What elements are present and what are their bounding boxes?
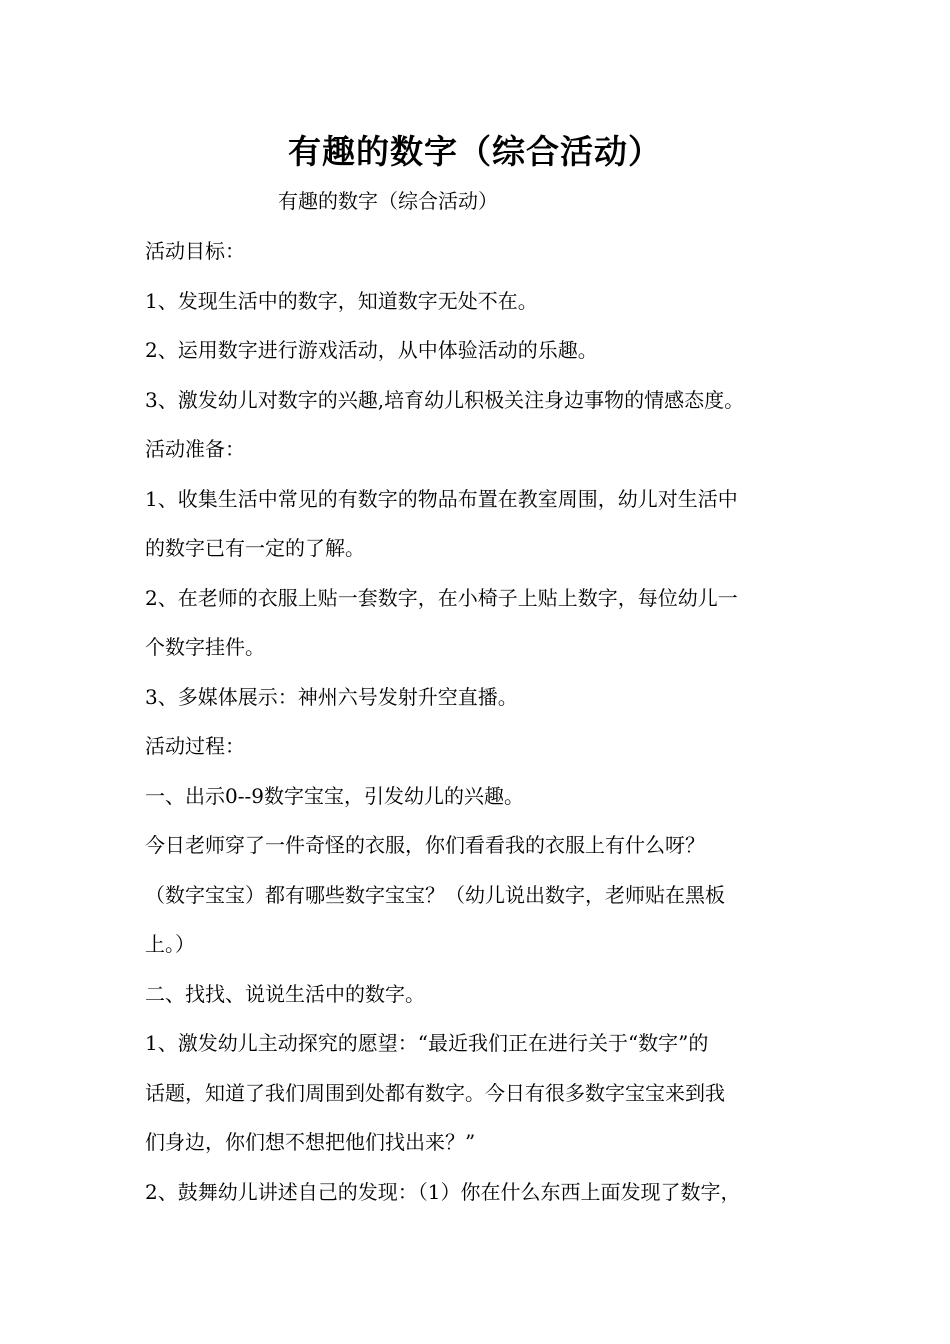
body-line: 们身边，你们想不想把他们找出来？” <box>145 1130 476 1154</box>
body-line: 话题，知道了我们周围到处都有数字。今日有很多数字宝宝来到我 <box>145 1080 725 1105</box>
document-title: 有趣的数字（综合活动） <box>288 132 662 171</box>
body-line: （数字宝宝）都有哪些数字宝宝？（幼儿说出数字，老师贴在黑板 <box>145 882 725 907</box>
body-line: 上。） <box>145 932 195 956</box>
body-line: 活动目标： <box>145 239 245 263</box>
body-line: 的数字已有一定的了解。 <box>145 536 365 560</box>
body-line: 2、在老师的衣服上贴一套数字，在小椅子上贴上数字，每位幼儿一 <box>145 585 738 610</box>
body-line: 2、鼓舞幼儿讲述自己的发现：（1）你在什么东西上面发现了数字， <box>145 1179 741 1204</box>
document-body <box>145 235 825 1225</box>
body-line: 2、运用数字进行游戏活动，从中体验活动的乐趣。 <box>145 338 598 362</box>
body-line: 二、找找、说说生活中的数字。 <box>145 981 425 1006</box>
body-line: 个数字挂件。 <box>145 635 265 659</box>
body-line: 1、激发幼儿主动探究的愿望：“最近我们正在进行关于“数字”的 <box>145 1031 709 1055</box>
body-line: 活动准备： <box>145 437 245 461</box>
body-line: 3、激发幼儿对数字的兴趣,培育幼儿积极关注身边事物的情感态度。 <box>145 387 745 412</box>
body-line: 1、发现生活中的数字，知道数字无处不在。 <box>145 288 538 313</box>
body-line: 一、出示0--9数字宝宝，引发幼儿的兴趣。 <box>145 783 524 808</box>
document-subtitle: 有趣的数字（综合活动） <box>278 189 498 213</box>
body-line: 1、收集生活中常见的有数字的物品布置在教室周围，幼儿对生活中 <box>145 486 738 511</box>
body-line: 活动过程： <box>145 734 245 758</box>
body-line: 3、多媒体展示：神州六号发射升空直播。 <box>145 684 518 709</box>
body-line: 今日老师穿了一件奇怪的衣服，你们看看我的衣服上有什么呀？ <box>145 833 705 857</box>
